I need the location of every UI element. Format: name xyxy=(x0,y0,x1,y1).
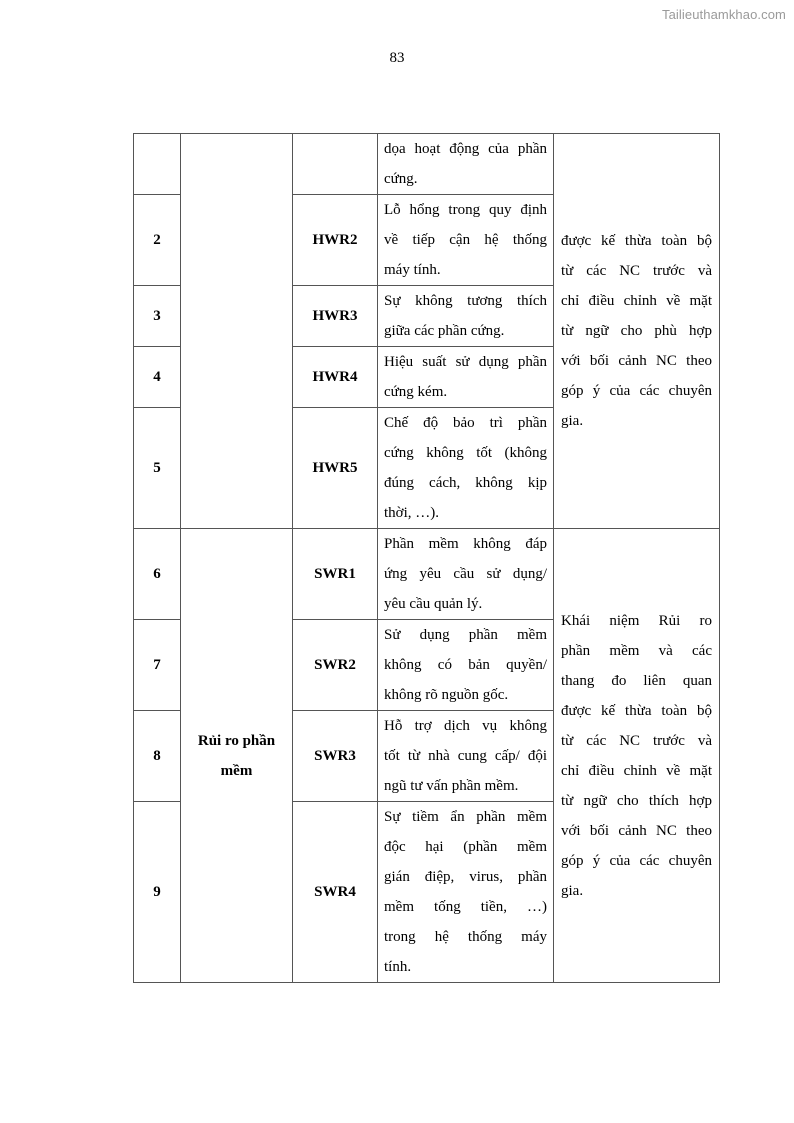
hardware-note-cell xyxy=(554,134,720,529)
description-line: trong hệ thống máy xyxy=(384,929,547,945)
description-line: cứng không tốt (không xyxy=(384,445,547,461)
description-cell xyxy=(378,347,554,408)
note-line: góp ý của các chuyên xyxy=(561,383,712,399)
note-line: từ các NC trước và xyxy=(561,263,712,279)
description-cell xyxy=(378,802,554,983)
note-line: chỉ điều chỉnh về mặt xyxy=(561,293,712,309)
risk-scale-table xyxy=(133,133,720,983)
description-line: Lỗ hổng trong quy định xyxy=(384,202,547,218)
description-line: Hỗ trợ dịch vụ không xyxy=(384,718,547,734)
description-line: Chế độ bảo trì phần xyxy=(384,415,547,431)
description-cell xyxy=(378,408,554,529)
code-cell: HWR4 xyxy=(293,347,378,408)
note-line: chỉ điều chỉnh về mặt xyxy=(561,762,712,779)
watermark: Tailieuthamkhao.com xyxy=(661,7,786,22)
description-line: cứng kém. xyxy=(384,384,448,400)
description-line: đúng cách, không kịp xyxy=(384,475,547,491)
code-cell: SWR4 xyxy=(293,802,378,983)
description-line: Hiệu suất sử dụng phần xyxy=(384,354,547,370)
description-line: cứng. xyxy=(384,171,418,187)
software-note-cell xyxy=(554,529,720,983)
note-line: phần mềm và các xyxy=(561,642,712,659)
description-cell xyxy=(378,195,554,286)
software-group-cell xyxy=(181,529,293,983)
code-cell xyxy=(293,134,378,195)
note-line: gia. xyxy=(561,882,584,899)
code-cell: HWR3 xyxy=(293,286,378,347)
description-line: mềm tống tiền, …) xyxy=(384,899,547,915)
description-cell xyxy=(378,286,554,347)
hardware-group-cell xyxy=(181,134,293,529)
page-number: 83 xyxy=(389,50,405,66)
note-line: với bối cảnh NC theo xyxy=(561,822,712,839)
row-number-cell xyxy=(134,134,181,195)
description-cell xyxy=(378,529,554,620)
description-line: không rõ nguồn gốc. xyxy=(384,687,509,703)
description-line: ngũ tư vấn phần mềm. xyxy=(384,778,519,794)
note-line: từ các NC trước và xyxy=(561,732,712,749)
description-line: tốt từ nhà cung cấp/ đội xyxy=(384,748,547,764)
note-line: từ ngữ cho phù hợp xyxy=(561,323,712,339)
row-number-cell: 5 xyxy=(134,408,181,529)
row-number-cell: 6 xyxy=(134,529,181,620)
description-line: Phần mềm không đáp xyxy=(384,536,547,552)
description-line: thời, …). xyxy=(384,505,440,521)
note-line: thang đo liên quan xyxy=(561,672,712,689)
note-line: với bối cảnh NC theo xyxy=(561,353,712,369)
row-number-cell: 4 xyxy=(134,347,181,408)
row-number-cell: 7 xyxy=(134,620,181,711)
description-line: độc hại (phần mềm xyxy=(384,839,547,855)
description-line: gián điệp, virus, phần xyxy=(384,869,547,885)
description-cell xyxy=(378,134,554,195)
description-line: dọa hoạt động của phần xyxy=(384,141,547,157)
code-cell: HWR5 xyxy=(293,408,378,529)
code-cell: HWR2 xyxy=(293,195,378,286)
description-cell xyxy=(378,620,554,711)
table-row xyxy=(134,134,720,195)
description-cell xyxy=(378,711,554,802)
description-line: Sử dụng phần mềm xyxy=(384,627,547,643)
code-cell: SWR2 xyxy=(293,620,378,711)
description-line: ứng yêu cầu sử dụng/ xyxy=(384,566,547,582)
group-label-line: mềm xyxy=(220,762,253,779)
note-line: góp ý của các chuyên xyxy=(561,852,712,869)
note-line: được kế thừa toàn bộ xyxy=(561,233,712,249)
table-row xyxy=(134,529,720,620)
description-line: máy tính. xyxy=(384,262,441,278)
row-number-cell: 3 xyxy=(134,286,181,347)
note-line: Khái niệm Rủi ro xyxy=(561,612,712,629)
group-label-line: Rủi ro phần xyxy=(197,732,276,749)
code-cell: SWR1 xyxy=(293,529,378,620)
row-number-cell: 2 xyxy=(134,195,181,286)
description-line: về tiếp cận hệ thống xyxy=(384,232,547,248)
description-line: không có bản quyền/ xyxy=(384,657,547,673)
description-line: giữa các phần cứng. xyxy=(384,323,505,339)
note-line: được kế thừa toàn bộ xyxy=(561,702,712,719)
row-number-cell: 9 xyxy=(134,802,181,983)
description-line: tính. xyxy=(384,959,412,975)
row-number-cell: 8 xyxy=(134,711,181,802)
note-line: từ ngữ cho thích hợp xyxy=(561,792,712,809)
note-line: gia. xyxy=(561,413,584,429)
description-line: Sự tiềm ẩn phần mềm xyxy=(384,809,547,825)
code-cell: SWR3 xyxy=(293,711,378,802)
description-line: yêu cầu quản lý. xyxy=(384,596,483,612)
description-line: Sự không tương thích xyxy=(384,293,547,309)
